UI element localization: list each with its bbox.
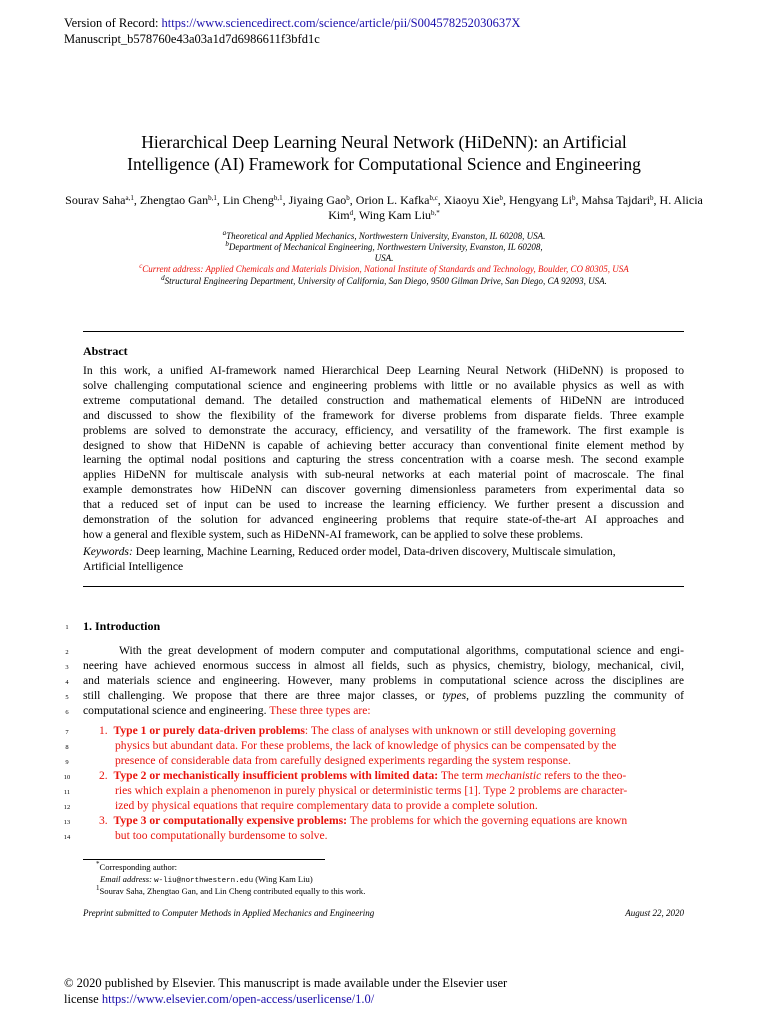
preprint-note: Preprint submitted to Computer Methods in Applied Mechanics and Engineering [83, 908, 375, 918]
line-number: 2 [65, 649, 69, 656]
author-name: Orion L. Kafka$^{b,c}$, [355, 193, 444, 207]
intro-line: With the great development of modern computer and computational algorithms, computational science and engi- [119, 644, 684, 657]
author-name: H. Alicia Kim$^d$, [328, 193, 703, 222]
abstract-bottom-rule [83, 586, 684, 587]
abstract-line: applies HiDeNN for multiscale analysis with sub-neural networks at each material point of macroscale. The final [83, 468, 684, 482]
author-name: Zhengtao Gan$^{b,1}$, [139, 193, 223, 207]
list-item-type-1: 1. Type 1 or purely data-driven problems: The class of analyses with unknown or still developing governing physics but abundant data. For these problems, the lack of knowledge of physics can be compensated by the presence of considerable data from carefully designed experiments regarding the system response. [99, 724, 617, 767]
line-number: 13 [63, 819, 71, 826]
version-link[interactable]: https://www.sciencedirect.com/science/article/pii/S004578252030637X [161, 16, 521, 30]
abstract-line: how a general and flexible system, such as HiDeNN-AI framework, can be applied to solve these problems. [83, 527, 583, 541]
abstract-top-rule [83, 331, 684, 332]
copyright-notice: © 2020 published by Elsevier. This manuscript is made available under the Elsevier user license https://www.elsevier.com/open-access/userlicense/1.0/ [64, 975, 564, 1007]
keywords-list-cont: Artificial Intelligence [83, 559, 184, 573]
line-number: 4 [65, 679, 69, 686]
section-heading: 1. Introduction [83, 619, 161, 633]
affiliation-b: $^b$Department of Mechanical Engineering, Northwestern University, Evanston, IL 60208, [225, 240, 543, 252]
author-name: Lin Cheng$^{b,1}$, [222, 193, 289, 207]
footnote-equal-contribution: $^1$Sourav Saha, Zhengtao Gan, and Lin Cheng contributed equally to this work. [96, 884, 366, 896]
version-label: Version of Record: [64, 16, 162, 30]
author-name: Jiyaing Gao$^b$, [288, 193, 356, 207]
paper-title [60, 131, 708, 175]
line-number: 14 [63, 834, 71, 841]
line-number: 1 [65, 624, 69, 631]
footnote-rule [83, 859, 325, 860]
abstract-line: solve challenging computational science and engineering problems with little or no available physics as well as with [83, 378, 684, 392]
license-link[interactable]: https://www.elsevier.com/open-access/userlicense/1.0/ [101, 992, 375, 1006]
author-name: Sourav Saha$^{a,1}$, [65, 193, 140, 207]
author-name: Mahsa Tajdari$^b$, [581, 193, 660, 207]
abstract-line: example demonstrates how HiDeNN can discover governing dimensionless parameters from experimental data so [83, 483, 684, 497]
keywords [83, 545, 684, 575]
line-number: 11 [63, 789, 71, 796]
affiliation-c: $^c$Current address: Applied Chemicals and Materials Division, National Institute of Standards and Technology, Boulder, CO 80305, USA [139, 262, 629, 274]
abstract-line: problems are solved to demonstrate the accuracy, efficiency, and versatility of the framework. The first example is [83, 423, 684, 437]
abstract-line: that a reduced set of input can be used to increase the learning efficiency. We further present a discussion and [83, 498, 684, 512]
intro-line: and materials science and engineering. However, many problems in computational science across the disciplines are [83, 673, 684, 687]
line-number: 6 [65, 709, 69, 716]
keywords-list: Deep learning, Machine Learning, Reduced order model, Data-driven discovery, Multiscale simulation, [132, 545, 616, 558]
email-address[interactable]: w-liu@northwestern.edu [154, 877, 254, 885]
copyright-text: © 2020 published by Elsevier. This manuscript is made available under the Elsevier user [64, 976, 508, 990]
line-number: 3 [65, 664, 69, 671]
intro-paragraph [83, 644, 684, 719]
line-number: 8 [65, 744, 69, 751]
affiliation-b-cont: USA. [374, 253, 394, 263]
types-intro-highlight: These three types are: [269, 703, 371, 717]
title-line-2: Intelligence (AI) Framework for Computational Science and Engineering [127, 154, 641, 174]
preprint-date: August 22, 2020 [625, 908, 684, 918]
abstract-line: In this work, a unified AI-framework named Hierarchical Deep Learning Neural Network (HiDeNN) is proposed to [83, 364, 684, 377]
intro-line-4: still challenging. We propose that there are three major classes, or types, of problems puzzling the community of [83, 688, 684, 702]
affiliation-a: $^a$Theoretical and Applied Mechanics, Northwestern University, Evanston, IL 60208, USA. [222, 229, 546, 241]
line-number: 10 [63, 774, 71, 781]
list-item-type-2: 2. Type 2 or mechanistically insufficient problems with limited data: The term mechanistic refers to the theo- ries which explain a phenomenon in purely physical or deterministic terms [1]. Type 2 problems are character- ized by physical equations that require complementary data to provide a complete solution. [99, 769, 628, 812]
author-name: Xiaoyu Xie$^b$, [443, 193, 509, 207]
abstract-heading: Abstract [83, 344, 128, 358]
line-number: 7 [65, 729, 69, 736]
keywords-label: Keywords: [83, 545, 133, 558]
line-number: 12 [63, 804, 71, 811]
types-emphasis: types [442, 688, 467, 702]
manuscript-id: Manuscript_b578760e43a03a1d7d6986611f3bfd1c [64, 32, 320, 46]
author-name: Hengyang Li$^b$, [508, 193, 582, 207]
version-of-record [64, 16, 520, 31]
line-number: 5 [65, 694, 69, 701]
abstract-line: and discussed to show the flexibility of the framework for diverse problems from disparate fields. Three example [83, 408, 684, 422]
title-line-1: Hierarchical Deep Learning Neural Network (HiDeNN): an Artificial [141, 132, 627, 152]
footnote-corresponding: *Corresponding author: [96, 860, 178, 872]
affiliation-d: $^d$Structural Engineering Department, University of California, San Diego, 9500 Gilman Drive, San Diego, CA 92093, USA. [161, 274, 607, 286]
abstract-line: designed to show that HiDeNN is capable of achieving better accuracy than conventional finite element method by [83, 438, 684, 452]
abstract-line: demonstration of the solution for advanced engineering problems that require state-of-the-art AI approaches and [83, 513, 684, 527]
footnote-email: Email address: w-liu@northwestern.edu (Wing Kam Liu) [100, 874, 313, 885]
line-number: 9 [65, 759, 69, 766]
list-item-type-3: 3. Type 3 or computationally expensive problems: The problems for which the governing equations are known but too computationally burdensome to solve. [99, 814, 628, 842]
author-name: Wing Kam Liu$^{b,*}$ [358, 207, 440, 222]
author-list [60, 193, 708, 222]
intro-line: neering have achieved enormous success in almost all fields, such as physics, chemistry, biology, mechanical, civil, [83, 658, 684, 672]
abstract-line: learning the optimal nodal positions and capturing the stress concentration with a coarse mesh. The second example [83, 453, 684, 467]
intro-line-5: computational science and engineering. These three types are: [83, 703, 371, 717]
abstract-body [83, 364, 684, 543]
abstract-line: extreme computational demand. The detailed construction and mathematical elements of HiDeNN are introduced [83, 393, 684, 407]
